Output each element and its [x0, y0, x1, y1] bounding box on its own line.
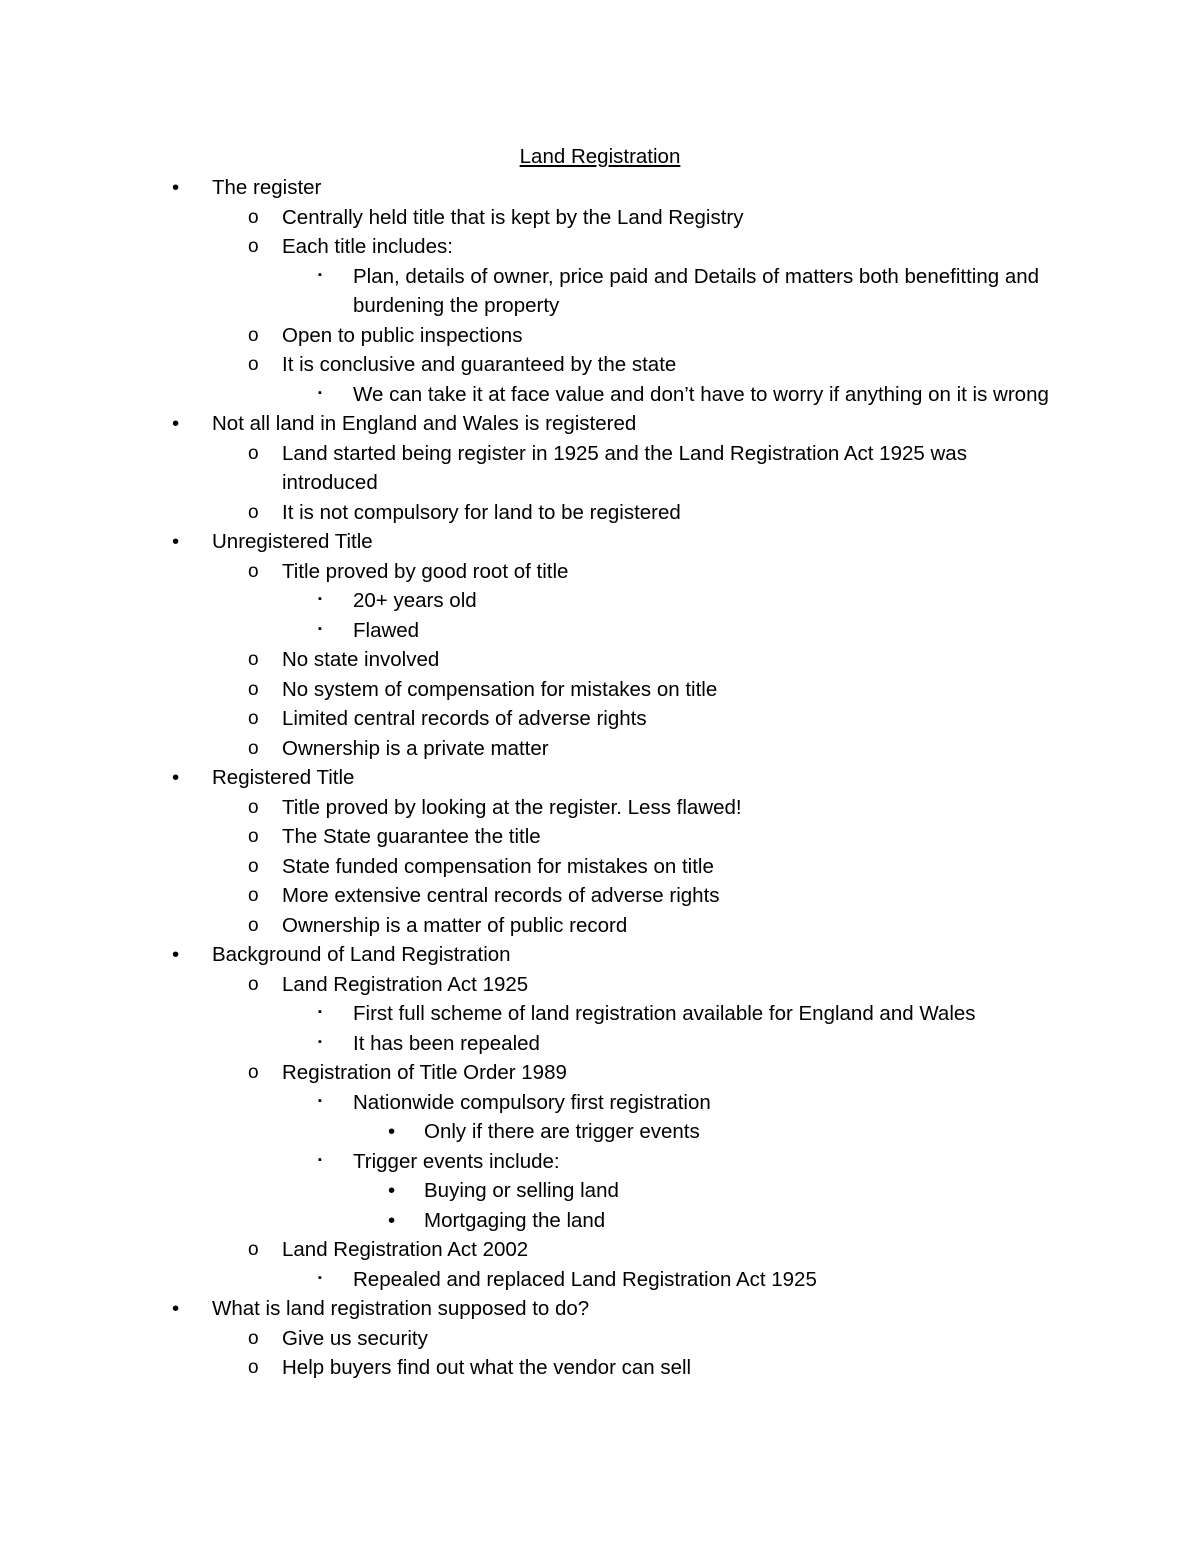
- list-item-text: Land Registration Act 2002: [282, 1238, 529, 1261]
- list-item-text: Background of Land Registration: [212, 943, 511, 966]
- list-item-text: Ownership is a private matter: [282, 736, 549, 760]
- bullet-circle-icon: o: [248, 855, 259, 877]
- list-item: [0, 1029, 1200, 1059]
- list-item-text: We can take it at face value and don’t have to worry if anything on it is wrong: [353, 382, 1049, 406]
- list-item: [0, 1353, 1200, 1383]
- list-item-text: What is land registration supposed to do?: [212, 1297, 590, 1320]
- list-item-text: Help buyers find out what the vendor can sell: [282, 1356, 692, 1379]
- bullet-square-icon: ▪: [318, 593, 322, 605]
- bullet-square-icon: ▪: [318, 1153, 322, 1166]
- list-item: [0, 380, 1200, 410]
- list-item-text: Plan, details of owner, price paid and Details of matters both benefitting and burdening the property: [353, 264, 1040, 317]
- bullet-circle-icon: o: [248, 560, 259, 582]
- bullet-circle-icon: o: [248, 796, 259, 818]
- list-item: [0, 1265, 1200, 1295]
- list-item-text: Repealed and replaced Land Registration Act 1925: [353, 1267, 817, 1291]
- list-item: [0, 262, 1200, 321]
- list-item-text: Mortgaging the land: [424, 1208, 606, 1232]
- list-item-text: Buying or selling land: [424, 1179, 619, 1202]
- list-item: [0, 586, 1200, 616]
- bullet-circle-icon: o: [248, 236, 259, 257]
- list-item: [0, 203, 1200, 233]
- bullet-square-icon: ▪: [318, 1035, 322, 1048]
- bullet-circle-icon: o: [248, 206, 259, 228]
- list-item: [0, 822, 1200, 852]
- list-item-text: Open to public inspections: [282, 323, 523, 347]
- list-item: [0, 1058, 1200, 1088]
- list-item-text: The register: [212, 176, 322, 199]
- bullet-circle-icon: o: [248, 826, 259, 847]
- bullet-circle-icon: o: [248, 501, 259, 523]
- bullet-circle-icon: o: [248, 914, 259, 936]
- list-item-text: Nationwide compulsory first registration: [353, 1090, 711, 1114]
- list-item: [0, 704, 1200, 734]
- list-item: [0, 734, 1200, 764]
- list-item-text: 20+ years old: [353, 589, 477, 612]
- list-item: [0, 1206, 1200, 1236]
- bullet-square-icon: ▪: [318, 386, 322, 399]
- list-item: [0, 970, 1200, 1000]
- list-item: [0, 645, 1200, 675]
- list-item-text: Ownership is a matter of public record: [282, 913, 628, 937]
- list-item: [0, 173, 1200, 203]
- list-item-text: More extensive central records of adverse rights: [282, 884, 720, 907]
- list-item-text: Land started being register in 1925 and the Land Registration Act 1925 was introduced: [282, 441, 967, 494]
- bullet-square-icon: ▪: [318, 268, 322, 281]
- list-item: [0, 350, 1200, 380]
- list-item: [0, 439, 1200, 498]
- bullet-disc-icon: •: [172, 766, 180, 789]
- list-item-text: Give us security: [282, 1326, 428, 1350]
- bullet-circle-icon: o: [248, 649, 259, 670]
- outline-list: [0, 173, 1200, 1383]
- list-item-text: Registered Title: [212, 766, 355, 789]
- bullet-disc-icon: •: [388, 1179, 396, 1202]
- list-item: [0, 852, 1200, 882]
- list-item: [0, 232, 1200, 262]
- list-item: [0, 1176, 1200, 1206]
- bullet-circle-icon: o: [248, 1239, 259, 1260]
- bullet-circle-icon: o: [248, 737, 259, 759]
- list-item: [0, 321, 1200, 351]
- list-item-text: Title proved by looking at the register. Less flawed!: [282, 795, 742, 819]
- list-item: [0, 498, 1200, 528]
- page-title: Land Registration: [519, 145, 681, 168]
- list-item: [0, 1294, 1200, 1324]
- list-item-text: First full scheme of land registration available for England and Wales: [353, 1002, 976, 1025]
- bullet-circle-icon: o: [248, 1062, 259, 1083]
- list-item: [0, 793, 1200, 823]
- list-item-text: Unregistered Title: [212, 530, 373, 553]
- bullet-disc-icon: •: [172, 1297, 180, 1320]
- bullet-circle-icon: o: [248, 1357, 259, 1378]
- bullet-square-icon: ▪: [318, 1094, 322, 1107]
- list-item-text: Registration of Title Order 1989: [282, 1061, 567, 1084]
- bullet-circle-icon: o: [248, 708, 259, 729]
- bullet-circle-icon: o: [248, 442, 259, 464]
- list-item-text: Title proved by good root of title: [282, 559, 569, 583]
- bullet-circle-icon: o: [248, 324, 259, 346]
- list-item: [0, 1235, 1200, 1265]
- list-item: [0, 527, 1200, 557]
- list-item: [0, 675, 1200, 705]
- list-item-text: No system of compensation for mistakes on title: [282, 677, 718, 701]
- list-item-text: State funded compensation for mistakes on title: [282, 854, 714, 878]
- bullet-disc-icon: •: [172, 412, 180, 435]
- list-item-text: Each title includes:: [282, 235, 453, 258]
- bullet-circle-icon: o: [248, 354, 259, 375]
- list-item: [0, 1147, 1200, 1177]
- list-item-text: Flawed: [353, 618, 420, 642]
- list-item-text: Land Registration Act 1925: [282, 972, 529, 996]
- list-item: [0, 881, 1200, 911]
- list-item: [0, 557, 1200, 587]
- bullet-disc-icon: •: [388, 1120, 396, 1143]
- bullet-circle-icon: o: [248, 973, 259, 995]
- list-item-text: It is conclusive and guaranteed by the state: [282, 353, 677, 376]
- list-item: [0, 1117, 1200, 1147]
- bullet-disc-icon: •: [388, 1208, 396, 1232]
- bullet-disc-icon: •: [172, 943, 180, 966]
- bullet-circle-icon: o: [248, 678, 259, 700]
- list-item-text: Only if there are trigger events: [424, 1120, 700, 1143]
- list-item-text: Not all land in England and Wales is registered: [212, 412, 637, 435]
- bullet-square-icon: ▪: [318, 622, 322, 635]
- list-item: [0, 1324, 1200, 1354]
- list-item-text: It has been repealed: [353, 1031, 540, 1055]
- bullet-disc-icon: •: [172, 176, 180, 199]
- list-item-text: The State guarantee the title: [282, 825, 541, 848]
- bullet-square-icon: ▪: [318, 1006, 322, 1018]
- list-item-text: Trigger events include:: [353, 1149, 560, 1173]
- bullet-disc-icon: •: [172, 530, 180, 553]
- list-item: [0, 763, 1200, 793]
- list-item: [0, 1088, 1200, 1118]
- list-item-text: No state involved: [282, 648, 440, 671]
- list-item: [0, 999, 1200, 1029]
- list-item: [0, 616, 1200, 646]
- list-item: [0, 911, 1200, 941]
- list-item: [0, 940, 1200, 970]
- bullet-square-icon: ▪: [318, 1271, 322, 1284]
- list-item: [0, 409, 1200, 439]
- list-item-text: Centrally held title that is kept by the Land Registry: [282, 205, 744, 229]
- bullet-circle-icon: o: [248, 1327, 259, 1349]
- list-item-text: Limited central records of adverse rights: [282, 707, 647, 730]
- list-item-text: It is not compulsory for land to be registered: [282, 500, 681, 524]
- bullet-circle-icon: o: [248, 885, 259, 906]
